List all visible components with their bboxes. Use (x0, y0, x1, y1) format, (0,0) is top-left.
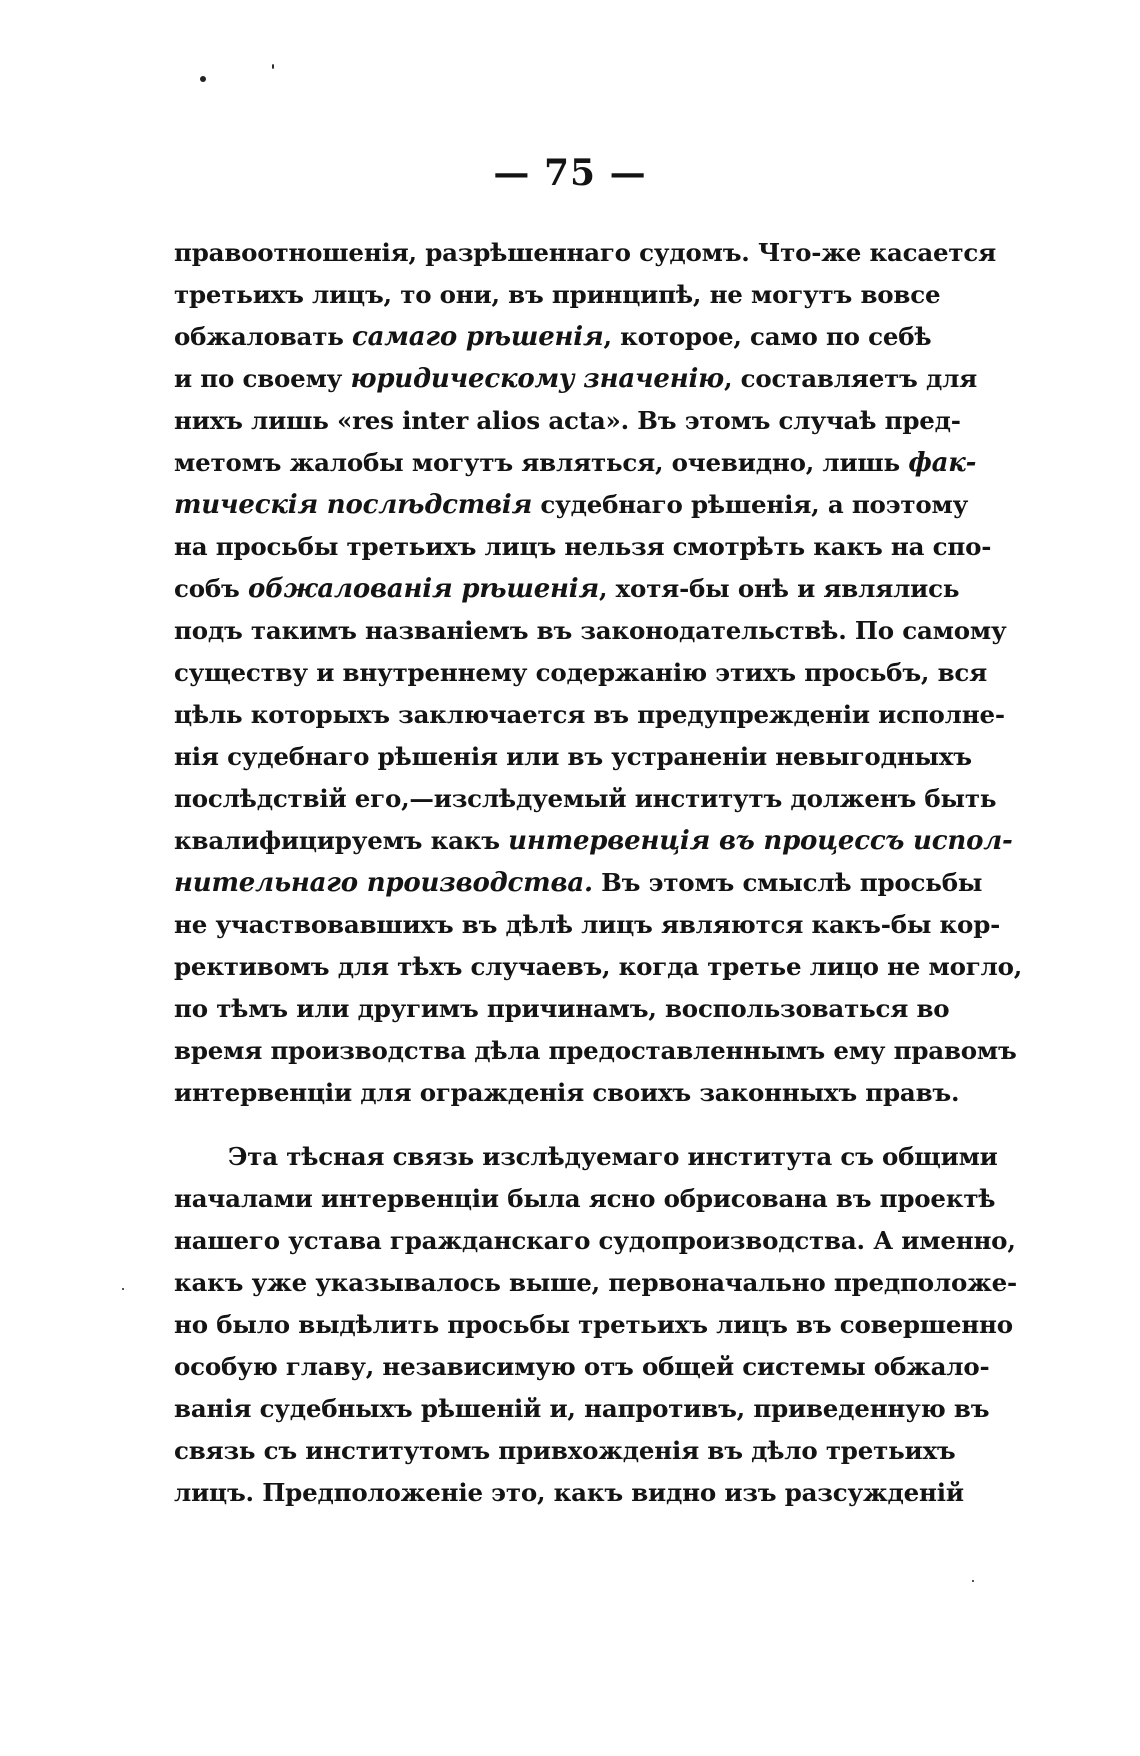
text-run: существу и внутреннему содержанію этихъ просьбъ, вся (174, 658, 988, 687)
text-run: на просьбы третьихъ лицъ нельзя смотрѣть какъ на спо- (174, 532, 992, 561)
text-run: метомъ жалобы могутъ являться, очевидно, лишь (174, 448, 909, 477)
scan-speck (122, 1288, 124, 1290)
text-line (174, 1136, 998, 1178)
text-run: но было выдѣлить просьбы третьихъ лицъ въ совершенно (174, 1310, 1013, 1339)
text-line (174, 1472, 964, 1514)
text-run: судебнаго рѣшенія, а поэтому (532, 490, 969, 519)
text-line (174, 568, 960, 610)
body-text (174, 232, 1023, 1514)
text-line (174, 1388, 990, 1430)
text-run: и по своему (174, 364, 351, 393)
text-run: послѣдствій его,—изслѣдуемый институтъ долженъ быть (174, 784, 997, 813)
text-run: не участвовавшихъ въ дѣлѣ лицъ являются какъ-бы кор- (174, 910, 1001, 939)
italic-phrase: тическія послѣдствія (174, 490, 533, 520)
italic-phrase: обжалованія рѣшенія (247, 574, 599, 604)
text-run: Эта тѣсная связь изслѣдуемаго института съ общими (228, 1142, 998, 1171)
text-line (174, 358, 978, 400)
text-run: нихъ лишь «res inter alios acta». Въ этомъ случаѣ пред- (174, 406, 961, 435)
text-run: правоотношенія, разрѣшеннаго судомъ. Что-же касается (174, 238, 997, 267)
text-run: ванія судебныхъ рѣшеній и, напротивъ, приведенную въ (174, 1394, 990, 1423)
text-line (174, 862, 983, 904)
text-run: интервенціи для огражденія своихъ законныхъ правъ. (174, 1078, 960, 1107)
text-run: , которое, само по себѣ (603, 322, 932, 351)
text-run: цѣль которыхъ заключается въ предупрежденіи исполне- (174, 700, 1005, 729)
text-line (174, 778, 997, 820)
text-line (174, 1430, 956, 1472)
text-line (174, 988, 950, 1030)
italic-phrase: интервенція въ процессъ испол- (508, 826, 1013, 856)
text-line (174, 1178, 996, 1220)
text-line (174, 610, 1007, 652)
text-line (174, 904, 1001, 946)
text-run: нашего устава гражданскаго судопроизводства. А именно, (174, 1226, 1016, 1255)
scan-speck (272, 64, 274, 69)
text-line (174, 1220, 1016, 1262)
italic-phrase: фак- (908, 448, 977, 478)
text-run: время производства дѣла предоставленнымъ ему правомъ (174, 1036, 1017, 1065)
text-line (174, 232, 997, 274)
italic-phrase: нительнаго производства. (174, 868, 593, 898)
text-run: особую главу, независимую отъ общей системы обжало- (174, 1352, 990, 1381)
text-line (174, 694, 1005, 736)
text-line (174, 1030, 1017, 1072)
italic-phrase: юридическому значенію (350, 364, 724, 394)
italic-phrase: самаго рѣшенія (351, 322, 604, 352)
text-line (174, 1072, 960, 1114)
scan-speck (972, 1580, 974, 1582)
text-line (174, 736, 972, 778)
text-run: обжаловать (174, 322, 352, 351)
text-run: , хотя-бы онѣ и являлись (598, 574, 960, 603)
text-run: какъ уже указывалось выше, первоначально предположе- (174, 1268, 1018, 1297)
text-line (174, 400, 961, 442)
text-run: , составляетъ для (724, 364, 978, 393)
text-run: подъ такимъ названіемъ въ законодательствѣ. По самому (174, 616, 1007, 645)
text-line (174, 1346, 990, 1388)
text-run: лицъ. Предположеніе это, какъ видно изъ разсужденій (174, 1478, 964, 1507)
text-line (174, 820, 1013, 862)
scan-speck (200, 76, 206, 82)
text-line (174, 526, 992, 568)
text-run: квалифицируемъ какъ (174, 826, 509, 855)
text-run: рективомъ для тѣхъ случаевъ, когда третье лицо не могло, (174, 952, 1023, 981)
text-line (174, 316, 932, 358)
text-line (174, 1304, 1013, 1346)
text-line (174, 946, 1023, 988)
page-number: — 75 — (493, 152, 647, 194)
text-run: нія судебнаго рѣшенія или въ устраненіи невыгодныхъ (174, 742, 972, 771)
paragraph-gap (174, 1114, 919, 1136)
text-run: связь съ институтомъ привхожденія въ дѣло третьихъ (174, 1436, 956, 1465)
text-line (174, 652, 988, 694)
text-line (174, 1262, 1018, 1304)
text-run: третьихъ лицъ, то они, въ принципѣ, не могутъ вовсе (174, 280, 941, 309)
text-run: Въ этомъ смыслѣ просьбы (592, 868, 983, 897)
text-run: по тѣмъ или другимъ причинамъ, воспользоваться во (174, 994, 950, 1023)
text-line (174, 442, 977, 484)
text-line (174, 484, 969, 526)
text-run: собъ (174, 574, 248, 603)
text-line (174, 274, 941, 316)
text-run: началами интервенціи была ясно обрисована въ проектѣ (174, 1184, 996, 1213)
